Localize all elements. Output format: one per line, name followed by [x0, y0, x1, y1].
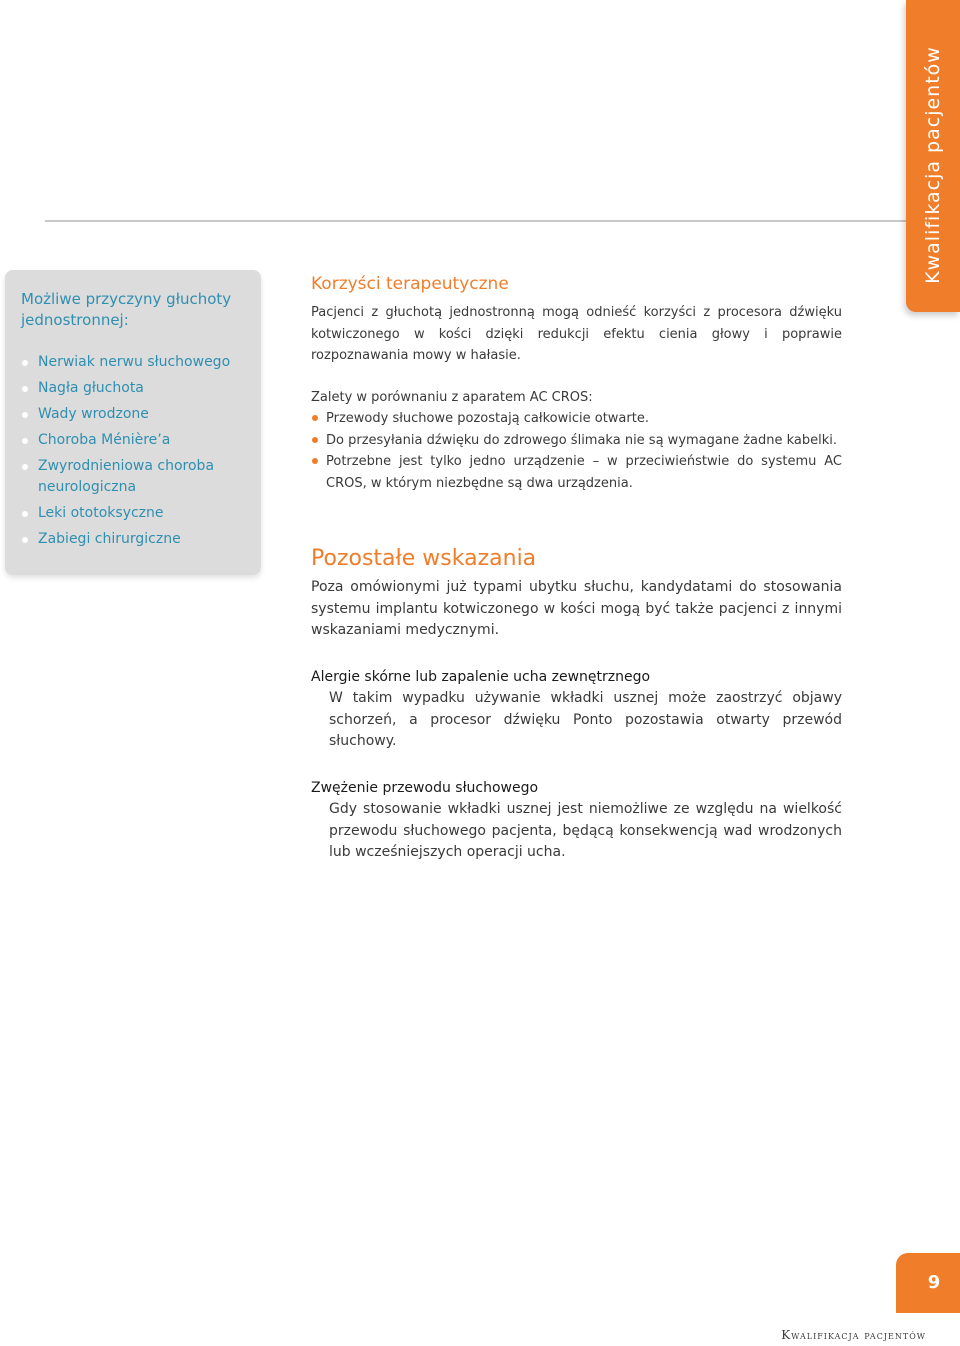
- subsection-text: W takim wypadku używanie wkładki usznej może zaostrzyć objawy schorzeń, a procesor dźwięku Ponto pozostawia otwarty przewód słuchowy.: [329, 690, 842, 749]
- subsection-title: Alergie skórne lub zapalenie ucha zewnętrznego: [311, 668, 651, 685]
- korzysci-paragraph: Pacjenci z głuchotą jednostronną mogą odnieść korzyści z procesora dźwięku kotwiczonego w kości dzięki redukcji efektu cienia głowy i poprawie rozpoznawania mowy w hałasie.: [311, 305, 842, 363]
- bullet-icon: [22, 511, 28, 517]
- section-heading-pozostale: Pozostałe wskazania: [311, 546, 537, 571]
- sidebar-list-item: [21, 529, 256, 550]
- sidebar-item-text: Wady wrodzone: [38, 406, 149, 422]
- page-number: 9: [927, 1272, 941, 1293]
- sidebar-item-text: Choroba Ménière’a: [38, 432, 171, 448]
- zalety-item-text: Do przesyłania dźwięku do zdrowego ślimaka nie są wymagane żadne kabelki.: [326, 432, 838, 448]
- sidebar-list-item: [21, 404, 256, 425]
- bullet-icon: [312, 458, 318, 464]
- sidebar-list-item: [21, 456, 256, 498]
- subsection-title: Zwężenie przewodu słuchowego: [311, 779, 539, 796]
- bullet-icon: [22, 537, 28, 543]
- sidebar-list-item: [21, 352, 256, 373]
- subsection-text: Gdy stosowanie wkładki usznej jest niemożliwe ze względu na wielkość przewodu słuchowego pacjenta, będącą konsekwencją wad wrodzonych lub wcześniejszych operacji ucha.: [329, 801, 842, 860]
- sidebar-item-text: Leki ototoksyczne: [38, 505, 164, 521]
- sidebar-item-text: Nerwiak nerwu słuchowego: [38, 354, 231, 370]
- zalety-list-item: [311, 408, 842, 430]
- footer-label: Kwalifikacja pacjentów: [781, 1328, 926, 1342]
- zalety-list-item: [311, 451, 842, 494]
- pozostale-paragraph: Poza omówionymi już typami ubytku słuchu, kandydatami do stosowania systemu implantu kotwiczonego w kości mogą być także pacjenci z innymi wskazaniami medycznymi.: [311, 579, 842, 638]
- bullet-icon: [22, 386, 28, 392]
- bullet-icon: [22, 438, 28, 444]
- header-divider: [45, 220, 960, 222]
- section-tab-label: Kwalifikacja pacjentów: [922, 46, 944, 284]
- zalety-item-text: Potrzebne jest tylko jedno urządzenie – w przeciwieństwie do systemu AC CROS, w którym niezbędne są dwa urządzenia.: [326, 454, 842, 491]
- sidebar-list-item: [21, 430, 256, 451]
- bullet-icon: [22, 360, 28, 366]
- bullet-icon: [22, 464, 28, 470]
- sidebar-list-item: [21, 503, 256, 524]
- sidebar-list: [21, 352, 256, 555]
- zalety-list: [311, 408, 842, 494]
- bullet-icon: [312, 437, 318, 443]
- bullet-icon: [312, 415, 318, 421]
- zalety-intro: Zalety w porównaniu z aparatem AC CROS:: [311, 389, 593, 405]
- sidebar-list-item: [21, 378, 256, 399]
- zalety-list-item: [311, 430, 842, 452]
- zalety-item-text: Przewody słuchowe pozostają całkowicie otwarte.: [326, 411, 649, 426]
- sidebar-item-text: Zabiegi chirurgiczne: [38, 531, 181, 547]
- bullet-icon: [22, 412, 28, 418]
- main-content: [311, 272, 842, 864]
- sidebar-item-text: Zwyrodnieniowa choroba neurologiczna: [38, 458, 215, 495]
- sidebar-title: Możliwe przyczyny głuchoty jednostronnej:: [21, 290, 232, 329]
- sidebar-item-text: Nagła głuchota: [38, 380, 144, 396]
- section-heading-korzysci: Korzyści terapeutyczne: [311, 274, 509, 294]
